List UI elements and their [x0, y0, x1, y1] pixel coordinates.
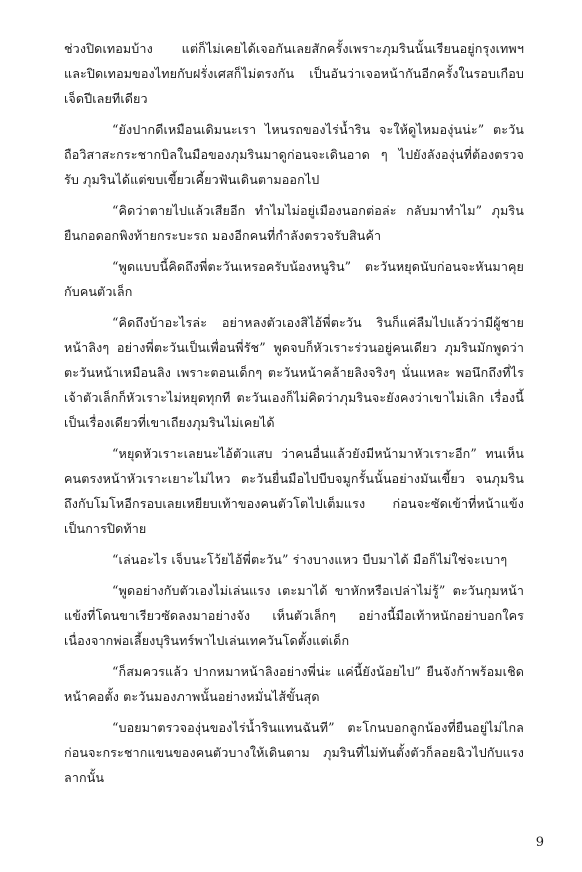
paragraph-2: “ยังปากดีเหมือนเดิมนะเรา ไหนรถของไร่น้ำริน จะให้ดูไหมองุ่นน่ะ” ตะวันถือวิสาสะกระชากบิลในมือของภุมรินมาดูก่อนจะเดินอาด ๆ ไปยังลังองุ่นที่ต้องตรวจรับ ภุมรินได้แต่ขบเขี้ยวเคี้ยวฟันเดินตามออกไป	[64, 122, 524, 187]
page-body	[64, 36, 524, 796]
paragraph-6: “หยุดหัวเราะเลยนะไอ้ตัวแสบ ว่าคนอื่นแล้วยังมีหน้ามาหัวเราะอีก” ทนเห็นคนตรงหน้าหัวเราะเยาะไม่ไหว ตะวันยื่นมือไปบีบจมูกรั้นนั้นอย่างมันเขี้ยว จนภุมรินถึงกับโมโหอีกรอบเลยเหยียบเท้าของคนตัวโตไปเต็มแรง ก่อนจะซัดเข้าที่หน้าแข้งเป็นการปิดท้าย	[64, 446, 524, 536]
page-number: 9	[535, 835, 544, 850]
paragraph-3: “คิดว่าตายไปแล้วเสียอีก ทำไมไม่อยู่เมืองนอกต่อล่ะ กลับมาทำไม” ภุมรินยืนกอดอกพิงท้ายกระบะรถ มองอีกคนที่กำลังตรวจรับสินค้า	[64, 203, 524, 243]
paragraph-1: ช่วงปิดเทอมบ้าง แต่ก็ไม่เคยได้เจอกันเลยสักครั้งเพราะภุมรินนั้นเรียนอยู่กรุงเทพฯ และปิดเทอมของไทยกับฝรั่งเศสก็ไม่ตรงกัน เป็นอันว่าเจอหน้ากันอีกครั้งในรอบเกือบเจ็ดปีเลยทีเดียว	[64, 41, 524, 106]
paragraph-7: “เล่นอะไร เจ็บนะโว้ยไอ้พี่ตะวัน” ร่างบางแหว บีบมาได้ มือก็ไม่ใช่จะเบาๆ	[112, 552, 508, 567]
paragraph-9: “ก็สมควรแล้ว ปากหมาหน้าลิงอย่างพี่น่ะ แค่นี้ยังน้อยไป” ยืนจังก้าพร้อมเชิดหน้าคอตั้ง ตะวันมองภาพนั้นอย่างหมั่นไส้ขั้นสุด	[64, 664, 524, 704]
paragraph-4: “พูดแบบนี้คิดถึงพี่ตะวันเหรอครับน้องหนูริน” ตะวันหยุดนับก่อนจะหันมาคุยกับคนตัวเล็ก	[64, 259, 524, 299]
paragraph-8: “พูดอย่างกับตัวเองไม่เล่นแรง เตะมาได้ ขาหักหรือเปล่าไม่รู้” ตะวันกุมหน้าแข้งที่โดนขาเรียวซัดลงมาอย่างจัง เห็นตัวเล็กๆ อย่างนี้มือเท้าหนักอย่าบอกใคร เนื่องจากพ่อเลี้ยงบุรินทร์พาไปเล่นเทควันโดตั้งแต่เด็ก	[64, 583, 524, 648]
paragraph-10: “บอยมาตรวจองุ่นของไร่น้ำรินแทนฉันที” ตะโกนบอกลูกน้องที่ยืนอยู่ไม่ไกลก่อนจะกระชากแขนของคนตัวบางให้เดินตาม ภุมรินที่ไม่ทันตั้งตัวก็ลอยฉิวไปกับแรงลากนั้น	[64, 720, 524, 785]
paragraph-5: “คิดถึงบ้าอะไรล่ะ อย่าหลงตัวเองสิไอ้พี่ตะวัน รินก็แค่ลืมไปแล้วว่ามีผู้ชายหน้าลิงๆ อย่างพี่ตะวันเป็นเพื่อนพี่รัช” พูดจบก็หัวเราะร่วนอยู่คนเดียว ภุมรินมักพูดว่าตะวันหน้าเหมือนลิง เพราะตอนเด็กๆ ตะวันหน้าคล้ายลิงจริงๆ นั่นแหละ พอนึกถึงที่ไรเจ้าตัวเล็กก็หัวเราะไม่หยุดทุกที ตะวันเองก็ไม่คิดว่าภุมรินจะยังคงว่าเขาไม่เลิก เรื่องนี้เป็นเรื่องเดียวที่เขาเถียงภุมรินไม่เคยได้	[64, 315, 524, 430]
